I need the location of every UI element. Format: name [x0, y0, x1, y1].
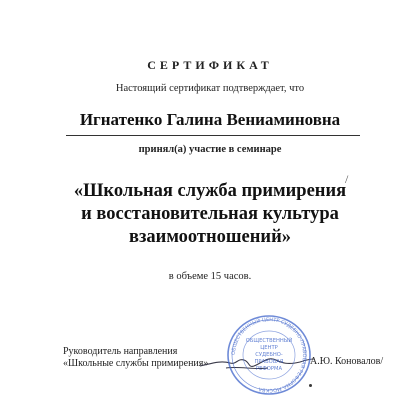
stamp-inner-line-4: ПРАВОВАЯ: [254, 359, 284, 365]
certificate-subtitle: Настоящий сертификат подтверждает, что: [115, 83, 305, 94]
stamp-inner-line-2: ЦЕНТР: [260, 345, 278, 351]
seminar-title-line-2: и восстановительная культура: [81, 204, 339, 224]
stamp-inner-line-1: ОБЩЕСТВЕННЫЙ: [245, 338, 293, 344]
leader-role: [63, 346, 208, 370]
leader-role-line-2: «Школьные службы примирения»: [63, 358, 209, 369]
ink-dot: [309, 384, 312, 387]
course-hours: в объеме 15 часов.: [168, 271, 252, 282]
seminar-title: [0, 180, 420, 249]
certificate-title: СЕРТИФИКАТ: [147, 58, 273, 72]
organization-stamp: [224, 312, 314, 398]
stamp-inner-line-5: РЕФОРМА: [255, 366, 283, 372]
leader-role-line-1: Руководитель направления: [63, 346, 178, 357]
seminar-title-line-3: взаимоотношений»: [128, 227, 291, 247]
stray-pen-mark: /: [345, 172, 349, 186]
recipient-name: Игнатенко Галина Вениаминовна: [79, 110, 341, 129]
signer-name: А.Ю. Коновалов/: [310, 356, 384, 367]
stamp-outer-text: ОБЩЕСТВЕННЫЙ ЦЕНТР СУДЕБНО-ПРАВОВАЯ РЕФОРМА МОСКВА: [230, 316, 308, 394]
name-underline: [66, 135, 360, 136]
participation-line: принял(а) участие в семинаре: [138, 144, 282, 155]
stamp-inner-line-3: СУДЕБНО-: [255, 352, 283, 358]
seminar-title-line-1: «Школьная служба примирения: [73, 181, 347, 201]
